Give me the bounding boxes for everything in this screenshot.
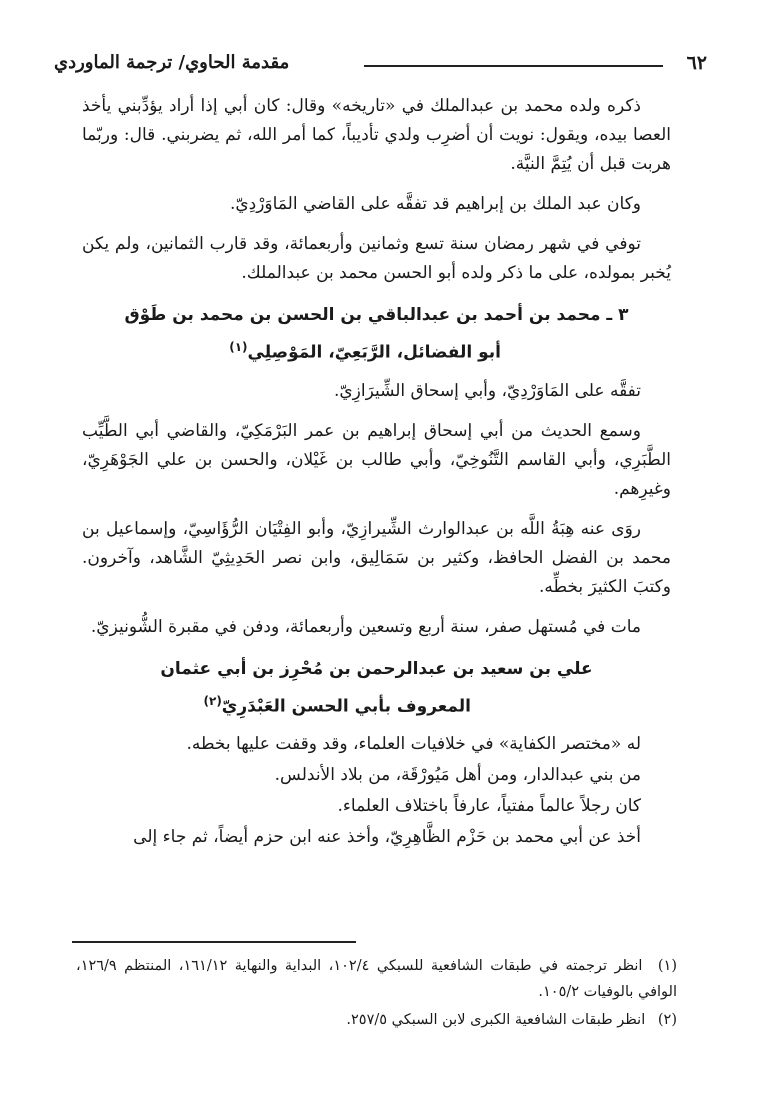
- paragraph: مات في مُستهل صفر، سنة أربع وتسعين وأربعمائة، ودفن في مقبرة الشُّونيزيّ.: [90, 616, 641, 637]
- header-rule: [364, 65, 663, 67]
- paragraph: توفي في شهر رمضان سنة تسع وثمانين وأربعمائة، وقد قارب الثمانين، ولم يكن يُخبر بمولده، على ما ذكر ولده أبو الحسن محمد بن عبدالملك.: [82, 234, 671, 283]
- footnote-mark: (٢): [657, 1012, 677, 1028]
- paragraph: روَى عنه هِبَةُ اللَّه بن عبدالوارث الشِّيرازِيّ، وأبو الفِتْيَان الرُّؤَاسِيّ، وإسماعيل بن محمد بن الفضل الحافظ، وكثير بن سَمَالِيق، وابن نصر الحَدِيثِيّ الشَّاهد، وآخرون. وكتبَ الكثيرَ بخطِّه.: [82, 518, 671, 597]
- body-text: [82, 92, 671, 854]
- heading-text: المعروف بأبي الحسن العَبْدَرِيّ: [221, 696, 471, 717]
- paragraph: ذكره ولده محمد بن عبدالملك في «تاريخه» وقال: كان أبي إذا أراد يؤدِّبني يأخذ العصا بيده، ويقول: نويت أن أضرِب ولدي تأديباً، كما أمر الله، ثم يضربني. قال: وربّما هربت قبل أن يُتِمَّ النيَّة.: [82, 96, 671, 174]
- paragraph: من بني عبدالدار، ومن أهل مَيُورْقَة، من بلاد الأندلس.: [274, 765, 641, 786]
- page-number: ٦٢: [686, 52, 707, 74]
- page-header: [54, 50, 707, 78]
- footnote: [76, 1007, 677, 1033]
- footnote: [76, 953, 677, 1005]
- heading-line: ٣ ـ محمد بن أحمد بن عبدالباقي بن الحسن بن محمد بن طَوْق: [124, 305, 629, 325]
- heading-line: [82, 331, 671, 369]
- footnote-text: انظر ترجمته في طبقات الشافعية للسبكي ١٠٢/٤، البداية والنهاية ١٦١/١٢، المنتظم ١٢٦/٩، الوافي بالوفيات ١٠٥/٢.: [76, 958, 677, 1000]
- paragraph: وسمع الحديث من أبي إسحاق إبراهيم بن عمر البَرْمَكِيّ، والقاضي أبي الطَّيِّب الطَّبَرِي، وأبي القاسم التَّنُوخِيّ، وأبي طالب بن غَيْلان، والحسن بن علي الجَوْهَرِيّ، وغيرِهم.: [82, 420, 671, 499]
- footnote-ref: (٢): [203, 693, 222, 708]
- running-title: مقدمة الحاوي/ ترجمة الماوردي: [54, 52, 290, 73]
- footnote-mark: (١): [657, 958, 678, 974]
- paragraph: وكان عبد الملك بن إبراهيم قد تفقَّه على القاضي المَاوَرْدِيّ.: [229, 194, 641, 214]
- section-heading: [82, 299, 671, 369]
- paragraph: له «مختصر الكفاية» في خلافيات العلماء، وقد وقفت عليها بخطه.: [186, 734, 641, 755]
- paragraph: أخذ عن أبي محمد بن حَزْم الظَّاهِرِيّ، وأخذ عنه ابن حزم أيضاً، ثم جاء إلى: [133, 827, 641, 848]
- footnote-text: انظر طبقات الشافعية الكبرى لابن السبكي ٢٥٧/٥.: [346, 1012, 646, 1028]
- heading-line: [82, 685, 671, 723]
- heading-text: أبو الفضائل، الرَّبَعِيّ، المَوْصِلِي: [247, 342, 501, 363]
- heading-line: علي بن سعيد بن عبدالرحمن بن مُحْرِز بن أبي عثمان: [160, 658, 593, 679]
- section-heading: [82, 653, 671, 723]
- paragraph: تفقَّه على المَاوَرْدِيّ، وأبي إسحاق الشِّيرَازِيّ.: [333, 380, 641, 401]
- footnote-ref: (١): [229, 340, 248, 354]
- footnote-rule: [72, 941, 356, 943]
- footnotes: [76, 953, 677, 1035]
- paragraph: كان رجلاً عالماً مفتياً، عارفاً باختلاف العلماء.: [337, 796, 641, 817]
